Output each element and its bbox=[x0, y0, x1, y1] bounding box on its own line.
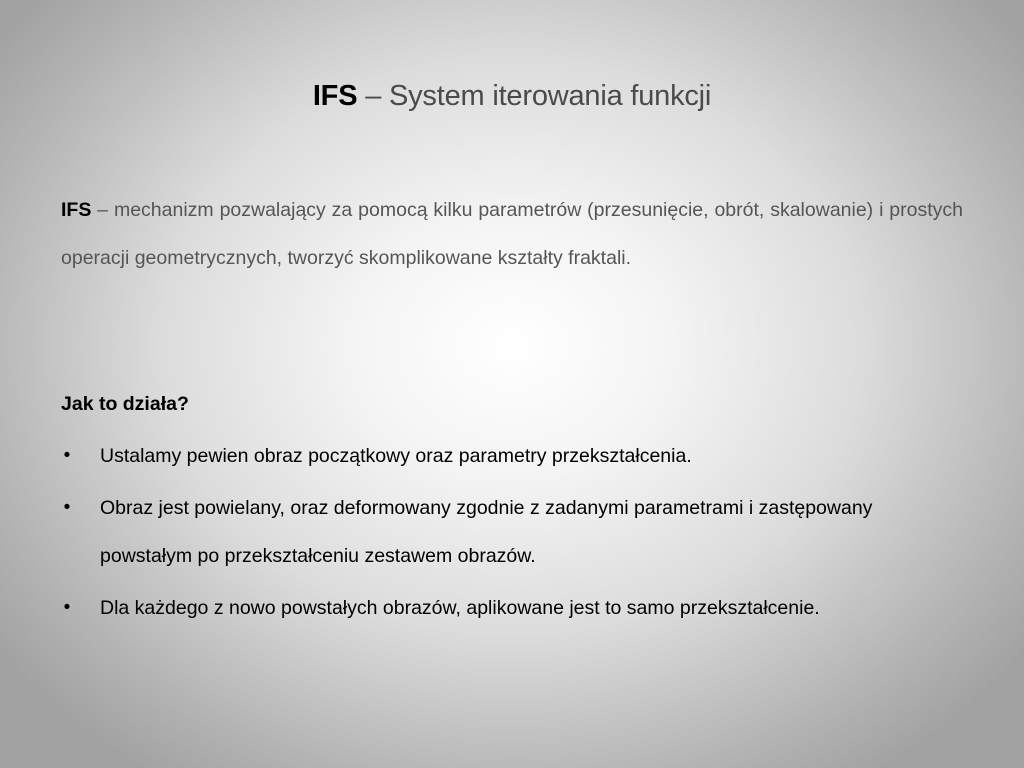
bullet-list bbox=[61, 432, 963, 636]
slide-title-acronym: IFS bbox=[312, 80, 358, 112]
definition-paragraph bbox=[61, 186, 963, 282]
slide-title-text: – System iterowania funkcji bbox=[357, 80, 712, 112]
bullet-icon: • bbox=[63, 597, 71, 618]
bullet-text: Obraz jest powielany, oraz deformowany zgodnie z zadanymi parametrami i zastępowany powstałym po przekształceniu zestawem obrazów. bbox=[100, 497, 873, 567]
definition-term: IFS bbox=[61, 199, 92, 221]
bullet-text: Dla każdego z nowo powstałych obrazów, aplikowane jest to samo przekształcenie. bbox=[100, 597, 820, 619]
bullet-item bbox=[61, 484, 963, 580]
bullet-item bbox=[61, 584, 963, 632]
definition-text: – mechanizm pozwalający za pomocą kilku parametrów (przesunięcie, obrót, skalowanie) i prostych operacji geometrycznych, tworzyć skomplikowane kształty fraktali. bbox=[61, 199, 963, 269]
slide-title bbox=[0, 76, 1024, 116]
bullet-item bbox=[61, 432, 963, 480]
section-heading: Jak to działa? bbox=[61, 393, 189, 415]
bullet-icon: • bbox=[63, 497, 71, 518]
bullet-text: Ustalamy pewien obraz początkowy oraz parametry przekształcenia. bbox=[100, 445, 692, 467]
bullet-icon: • bbox=[63, 445, 71, 466]
